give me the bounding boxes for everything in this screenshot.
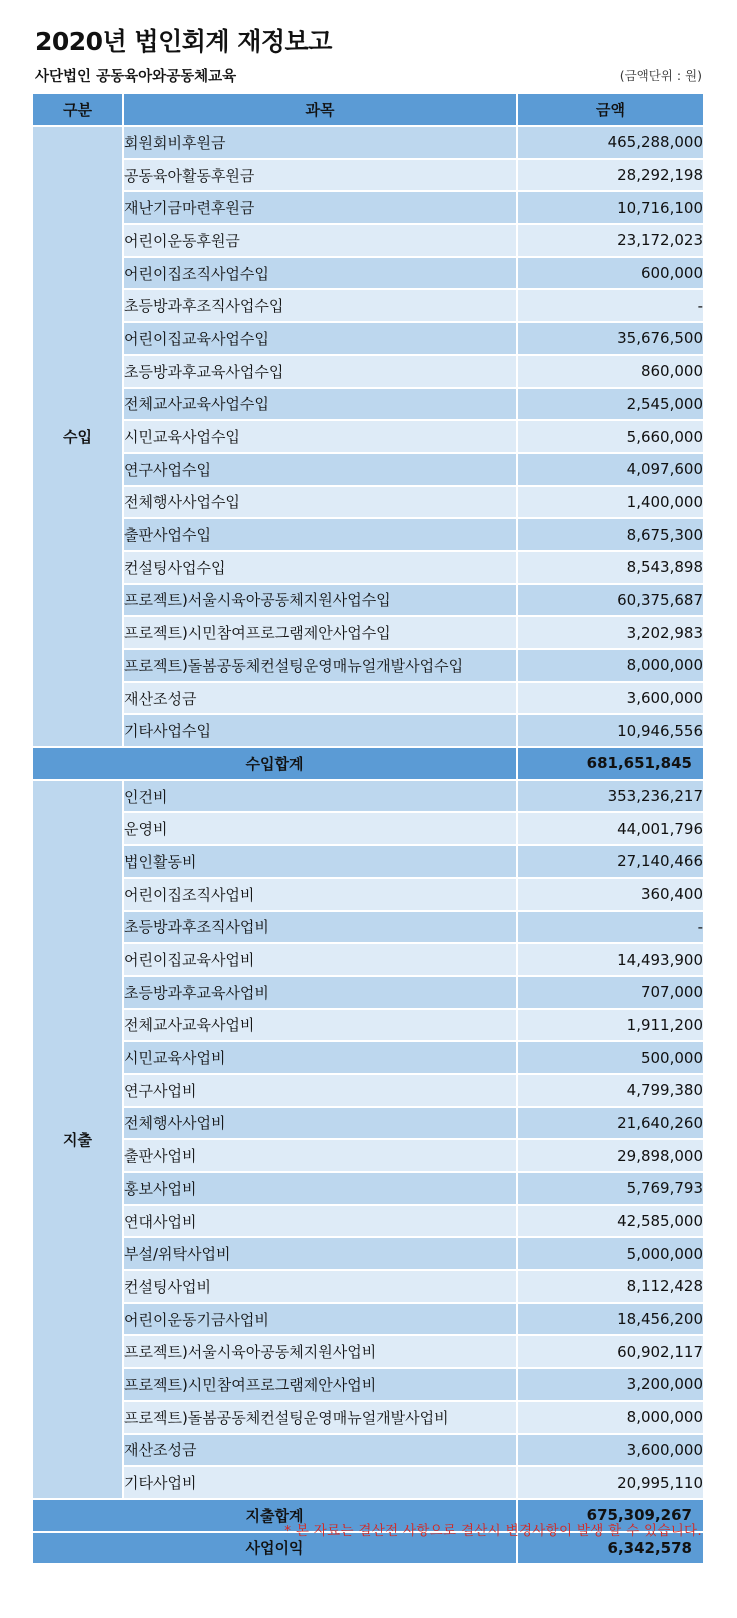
table-row [33,617,705,650]
item-amount: 3,600,000 [518,683,705,716]
item-name: 시민교육사업비 [124,1042,518,1075]
item-name: 프로젝트)돌봄공동체컨설팅운영매뉴얼개발사업비 [124,1402,518,1435]
expense-total-amount: 675,309,267 [518,1500,705,1533]
item-name: 프로젝트)서울시육아공동체지원사업수입 [124,585,518,618]
table-row [33,1108,705,1141]
item-amount: 60,902,117 [518,1336,705,1369]
item-name: 어린이집교육사업비 [124,944,518,977]
amount-unit: (금액단위 : 원) [619,68,702,83]
item-name: 어린이집교육사업수입 [124,323,518,356]
item-name: 어린이집조직사업비 [124,879,518,912]
item-amount: 29,898,000 [518,1140,705,1173]
table-row [33,650,705,683]
item-name: 컨설팅사업비 [124,1271,518,1304]
table-row [33,323,705,356]
item-name: 재산조성금 [124,1435,518,1468]
table-row [33,487,705,520]
item-name: 재난기금마련후원금 [124,192,518,225]
item-amount: 860,000 [518,356,705,389]
table-row [33,977,705,1010]
item-amount: 28,292,198 [518,160,705,193]
item-amount: - [518,912,705,945]
expense-total-label: 지출합계 [33,1500,518,1533]
profit-label: 사업이익 [33,1533,518,1566]
item-amount: 8,000,000 [518,650,705,683]
table-row [33,356,705,389]
item-amount: 5,000,000 [518,1238,705,1271]
item-name: 출판사업수입 [124,519,518,552]
item-name: 기타사업비 [124,1467,518,1500]
item-amount: 4,799,380 [518,1075,705,1108]
item-amount: 42,585,000 [518,1206,705,1239]
table-row [33,160,705,193]
item-amount: 14,493,900 [518,944,705,977]
item-name: 공동육아활동후원금 [124,160,518,193]
item-amount: 3,200,000 [518,1369,705,1402]
item-name: 초등방과후조직사업수입 [124,290,518,323]
item-name: 회원회비후원금 [124,127,518,160]
item-name: 어린이집조직사업수입 [124,258,518,291]
item-amount: 465,288,000 [518,127,705,160]
table-row [33,1369,705,1402]
item-name: 컨설팅사업수입 [124,552,518,585]
item-name: 부설/위탁사업비 [124,1238,518,1271]
item-name: 연구사업비 [124,1075,518,1108]
item-name: 프로젝트)서울시육아공동체지원사업비 [124,1336,518,1369]
finance-table [33,94,705,1565]
table-body [33,127,705,1565]
table-row [33,715,705,748]
item-amount: 5,660,000 [518,421,705,454]
item-amount: 20,995,110 [518,1467,705,1500]
table-row [33,421,705,454]
item-amount: 8,543,898 [518,552,705,585]
table-row [33,585,705,618]
table-row [33,1042,705,1075]
item-name: 홍보사업비 [124,1173,518,1206]
table-row [33,879,705,912]
item-amount: 5,769,793 [518,1173,705,1206]
item-amount: 4,097,600 [518,454,705,487]
table-row [33,1075,705,1108]
item-name: 인건비 [124,781,518,814]
item-name: 기타사업수입 [124,715,518,748]
table-row [33,813,705,846]
item-amount: 21,640,260 [518,1108,705,1141]
table-row [33,1336,705,1369]
item-amount: 44,001,796 [518,813,705,846]
item-amount: 3,202,983 [518,617,705,650]
item-amount: 8,675,300 [518,519,705,552]
item-amount: 8,000,000 [518,1402,705,1435]
item-name: 초등방과후조직사업비 [124,912,518,945]
item-name: 프로젝트)시민참여프로그램제안사업수입 [124,617,518,650]
item-name: 시민교육사업수입 [124,421,518,454]
item-name: 법인활동비 [124,846,518,879]
table-row [33,258,705,291]
item-name: 전체교사교육사업수입 [124,389,518,422]
expense-category-cell: 지출 [33,781,124,1500]
organization-name: 사단법인 공동육아와공동체교육 [35,69,237,85]
income-total-label: 수입합계 [33,748,518,781]
item-amount: 360,400 [518,879,705,912]
item-name: 연대사업비 [124,1206,518,1239]
item-amount: 600,000 [518,258,705,291]
table-row [33,290,705,323]
income-total-amount: 681,651,845 [518,748,705,781]
item-name: 재산조성금 [124,683,518,716]
disclaimer-note: * 본 자료는 결산전 사항으로 결산시 변경사항이 발생 할 수 있습니다. [284,1523,702,1539]
item-amount: 1,911,200 [518,1010,705,1043]
item-amount: - [518,290,705,323]
item-amount: 1,400,000 [518,487,705,520]
item-name: 전체교사교육사업비 [124,1010,518,1043]
table-row [33,1435,705,1468]
item-amount: 3,600,000 [518,1435,705,1468]
item-amount: 2,545,000 [518,389,705,422]
item-name: 전체행사사업수입 [124,487,518,520]
item-amount: 10,946,556 [518,715,705,748]
table-row [33,1206,705,1239]
table-row [33,552,705,585]
item-amount: 35,676,500 [518,323,705,356]
item-amount: 18,456,200 [518,1304,705,1337]
table-row [33,454,705,487]
item-name: 출판사업비 [124,1140,518,1173]
item-amount: 353,236,217 [518,781,705,814]
table-row [33,1140,705,1173]
table-row [33,225,705,258]
table-row [33,127,705,160]
item-amount: 60,375,687 [518,585,705,618]
item-name: 전체행사사업비 [124,1108,518,1141]
item-name: 어린이운동후원금 [124,225,518,258]
item-amount: 707,000 [518,977,705,1010]
item-amount: 500,000 [518,1042,705,1075]
table-row [33,1238,705,1271]
table-row [33,1304,705,1337]
table-row [33,781,705,814]
table-row [33,1010,705,1043]
profit-amount: 6,342,578 [518,1533,705,1566]
item-name: 초등방과후교육사업비 [124,977,518,1010]
item-amount: 8,112,428 [518,1271,705,1304]
header-amount: 금액 [518,94,705,127]
table-row [33,389,705,422]
item-amount: 23,172,023 [518,225,705,258]
item-name: 초등방과후교육사업수입 [124,356,518,389]
item-name: 어린이운동기금사업비 [124,1304,518,1337]
table-row [33,683,705,716]
table-row [33,846,705,879]
header-item: 과목 [124,94,518,127]
table-row [33,1173,705,1206]
income-total-row [33,748,705,781]
table-row [33,519,705,552]
table-header-row [33,94,705,127]
item-amount: 10,716,100 [518,192,705,225]
page-title: 2020년 법인회계 재정보고 [35,27,332,56]
item-amount: 27,140,466 [518,846,705,879]
table-row [33,912,705,945]
table-row [33,192,705,225]
income-category-cell: 수입 [33,127,124,748]
item-name: 프로젝트)시민참여프로그램제안사업비 [124,1369,518,1402]
table-row [33,1467,705,1500]
table-row [33,944,705,977]
table-row [33,1271,705,1304]
item-name: 운영비 [124,813,518,846]
item-name: 연구사업수입 [124,454,518,487]
item-name: 프로젝트)돌봄공동체컨설팅운영매뉴얼개발사업수입 [124,650,518,683]
header-category: 구분 [33,94,124,127]
table-row [33,1402,705,1435]
